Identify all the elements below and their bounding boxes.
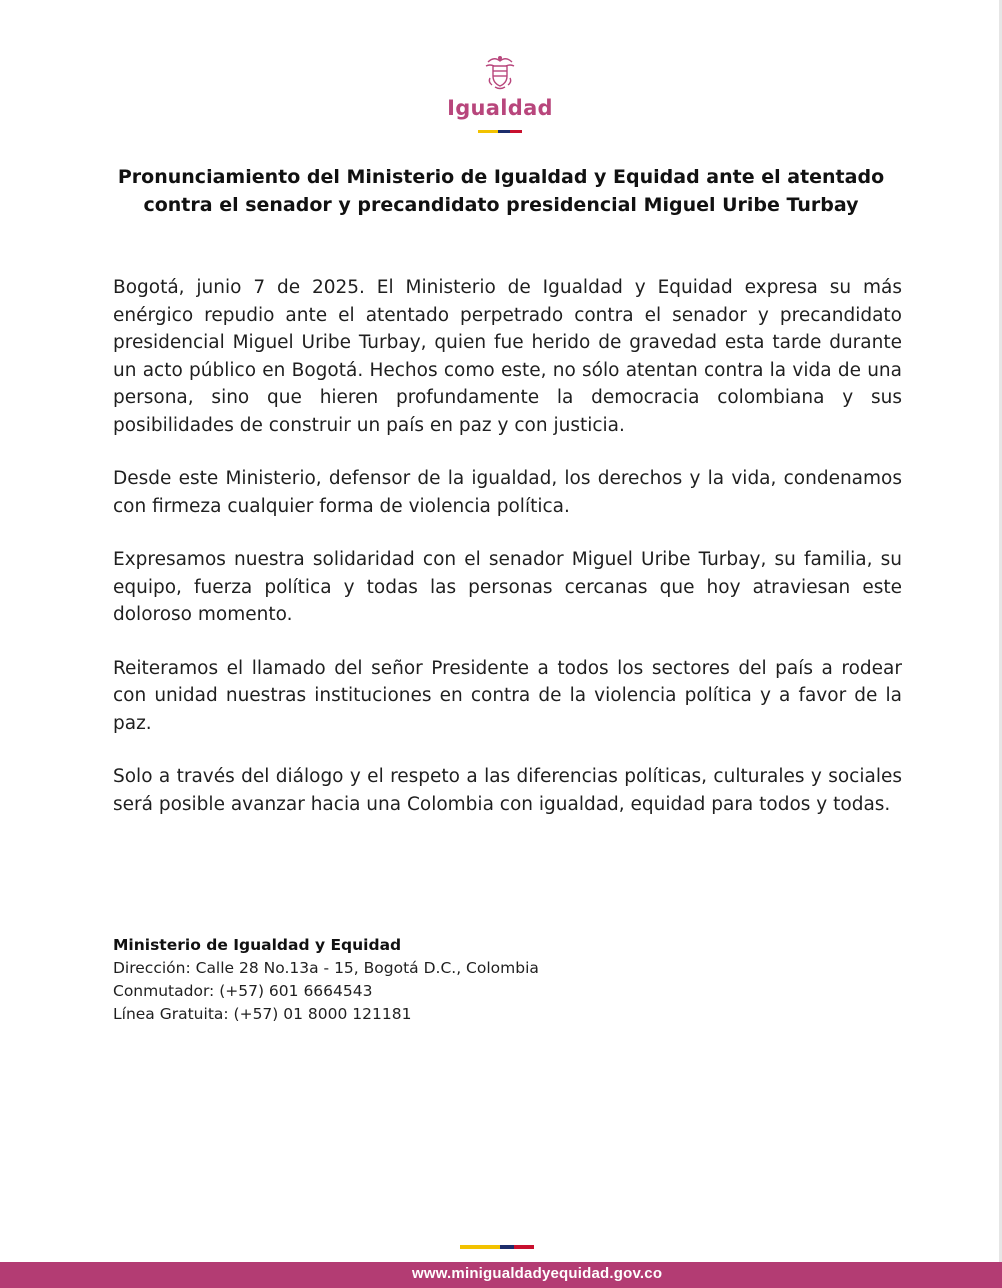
paragraph-4: Reiteramos el llamado del señor Presidente a todos los sectores del país a rodear con unidad nuestras instituciones en contra de la violencia política y a favor de la paz. (113, 657, 902, 734)
logo-flag-red (510, 130, 522, 133)
footer-bar (0, 1262, 1002, 1288)
logo-flag-yellow (478, 130, 498, 133)
ministry-logo (432, 52, 568, 138)
contact-org: Ministerio de Igualdad y Equidad (113, 936, 402, 954)
document-title (100, 163, 902, 219)
paragraph-5: Solo a través del diálogo y el respeto a las diferencias políticas, culturales y sociales será posible avanzar hacia una Colombia con igualdad, equidad para todos y todas. (113, 766, 902, 815)
document-body (113, 274, 902, 844)
contact-toll-free: Línea Gratuita: (+57) 01 8000 121181 (113, 1005, 412, 1023)
paragraph-3: Expresamos nuestra solidaridad con el senador Miguel Uribe Turbay, su familia, su equipo, fuerza política y todas las personas cercanas que hoy atraviesan este doloroso momento. (113, 549, 902, 625)
contact-block (113, 934, 713, 1026)
footer-url-link[interactable]: www.minigualdadyequidad.gov.co (412, 1265, 663, 1282)
title-line-1: Pronunciamiento del Ministerio de Igualdad y Equidad ante el atentado (117, 166, 885, 188)
footer-flag-blue (500, 1245, 514, 1249)
coat-of-arms-icon (480, 52, 520, 92)
footer-flag-red (514, 1245, 534, 1249)
title-line-2: contra el senador y precandidato presidencial Miguel Uribe Turbay (143, 194, 859, 216)
logo-flag-blue (498, 130, 510, 133)
paragraph-1: Bogotá, junio 7 de 2025. El Ministerio de Igualdad y Equidad expresa su más enérgico repudio ante el atentado perpetrado contra el senador y precandidato presidencial Miguel Uribe Turbay, quien fue herido de gravedad esta tarde durante un acto público en Bogotá. Hechos como este, no sólo atentan contra la vida de una persona, sino que hieren profundamente la democracia colombiana y sus posibilidades de construir un país en paz y con justicia. (113, 277, 902, 436)
contact-phone: Conmutador: (+57) 601 6664543 (113, 982, 373, 1000)
contact-address: Dirección: Calle 28 No.13a - 15, Bogotá D.C., Colombia (113, 959, 539, 977)
paragraph-2: Desde este Ministerio, defensor de la igualdad, los derechos y la vida, condenamos con firmeza cualquier forma de violencia política. (113, 468, 902, 517)
logo-wordmark: Igualdad (447, 96, 553, 120)
footer-flag-yellow (460, 1245, 500, 1249)
